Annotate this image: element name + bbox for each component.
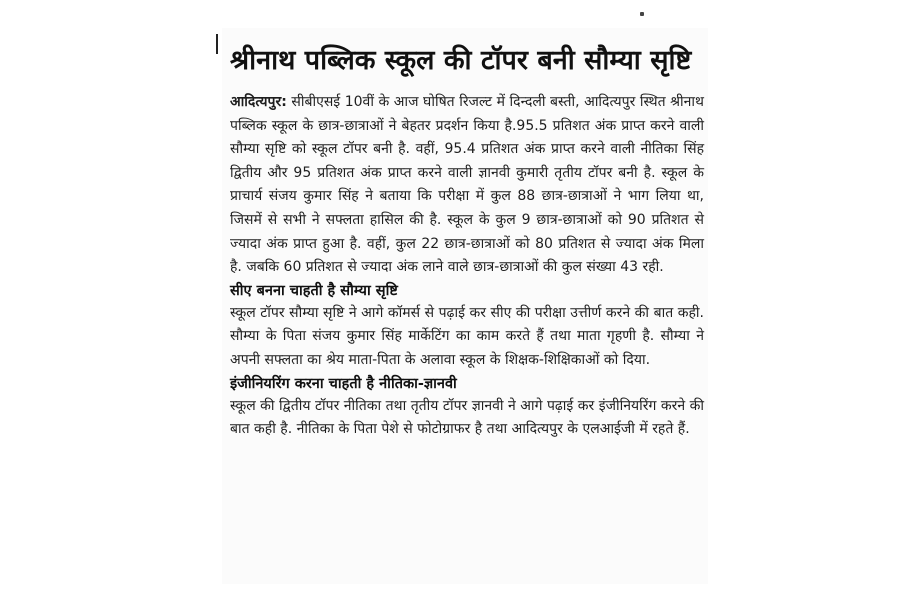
paragraph-ca: स्कूल टॉपर सौम्या सृष्टि ने आगे कॉमर्स से पढ़ाई कर सीए की परीक्षा उत्तीर्ण करने की बात कही. सौम्या के पिता संजय कुमार सिंह मार्केटिंग का काम करते हैं तथा माता गृहणी है. सौम्या ने अपनी सफ्लता का श्रेय माता-पिता के अलावा स्कूल के शिक्षक-शिक्षिकाओं को दिया. — [230, 304, 704, 368]
subheading-ca: सीए बनना चाहती है सौम्या सृष्टि — [230, 282, 398, 299]
newspaper-clipping — [222, 28, 708, 584]
clipping-top-mark — [640, 12, 644, 16]
article-dateline: आदित्यपुर: — [230, 94, 287, 110]
paragraph-engineering: स्कूल की द्वितीय टॉपर नीतिका तथा तृतीय टॉपर ज्ञानवी ने आगे पढ़ाई कर इंजीनियरिंग करने की बात कही है. नीतिका के पिता पेशे से फोटोग्राफर है तथा आदित्यपुर के एलआईजी में रहते हैं. — [230, 397, 704, 438]
subheading-engineering: इंजीनियरिंग करना चाहती है नीतिका-ज्ञानवी — [230, 375, 457, 392]
article-lead-paragraph — [230, 91, 704, 280]
article-lead-text: सीबीएसई 10वीं के आज घोषित रिजल्ट में दिन्दली बस्ती, आदित्यपुर स्थित श्रीनाथ पब्लिक स्कूल के छात्र-छात्राओं ने बेहतर प्रदर्शन किया है.95.5 प्रतिशत अंक प्राप्त करने वाली सौम्या सृष्टि को स्कूल टॉपर बनी है. वहीं, 95.4 प्रतिशत अंक प्राप्त करने वाली नीतिका सिंह द्वितीय और 95 प्रतिशत अंक प्राप्त करने वाली ज्ञानवी कुमारी तृतीय टॉपर बनी है. स्कूल के प्राचार्य संजय कुमार सिंह ने बताया कि परीक्षा में कुल 88 छात्र-छात्राओं ने भाग लिया था, जिसमें से सभी ने सफ्लता हासिल की है. स्कूल के कुल 9 छात्र-छात्राओं को 90 प्रतिशत से ज्यादा अंक प्राप्त हुआ है. वहीं, कुल 22 छात्र-छात्राओं को 80 प्रतिशत से ज्यादा अंक मिला है. जबकि 60 प्रतिशत से ज्यादा अंक लाने वाले छात्र-छात्राओं की कुल संख्या 43 रही. — [230, 94, 705, 276]
clipping-edge-mark — [216, 34, 218, 54]
article-headline: श्रीनाथ पब्लिक स्कूल की टॉपर बनी सौम्या सृष्टि — [230, 45, 692, 76]
